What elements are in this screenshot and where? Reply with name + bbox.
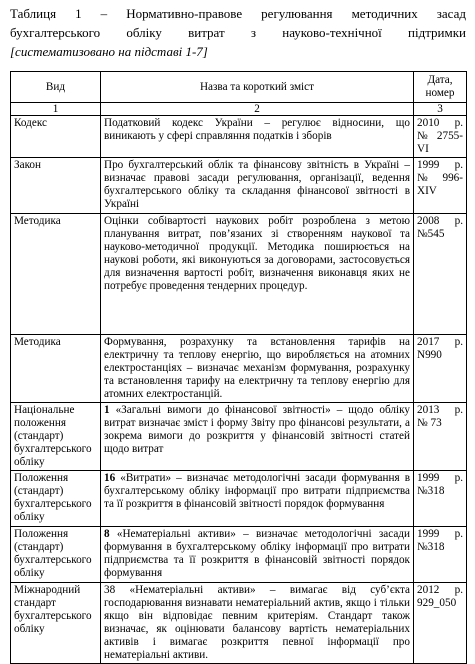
cell-date: 2017 р. N990: [414, 335, 467, 403]
caption-line-2: бухгалтерського обліку витрат з науково-технічної підтримки: [10, 25, 466, 40]
table-row: [11, 158, 467, 214]
cell-content: 16 «Витрати» – визначає методологічні засади формування в бухгалтерському обліку інформації про витрати підприємства та її розкриття в фінансовій звітності порядок формування: [101, 471, 414, 527]
column-number-row: [11, 103, 467, 116]
table-row: [11, 583, 467, 664]
table-row: [11, 214, 467, 335]
cell-date: 2013 р. № 73: [414, 403, 467, 471]
cell-type: Положення (стандарт) бухгалтерського обліку: [11, 527, 101, 583]
header-type: Вид: [11, 72, 101, 103]
cell-type: Положення (стандарт) бухгалтерського обліку: [11, 471, 101, 527]
table-row: [11, 116, 467, 158]
table-caption: [10, 4, 466, 61]
cell-date: 1999 р. №318: [414, 471, 467, 527]
cell-date: 2008 р. №545: [414, 214, 467, 335]
cell-date: 1999 р. №318: [414, 527, 467, 583]
cell-date: 1999 р. № 996-XIV: [414, 158, 467, 214]
cell-type: Методика: [11, 335, 101, 403]
column-number: 1: [11, 103, 101, 116]
cell-content: 1 «Загальні вимоги до фінансової звітності» – щодо обліку витрат визначає зміст і форму Звіту про фінансові результати, а зокрема вимоги до розкриття у фінансовій звітності статей щодо витрат: [101, 403, 414, 471]
cell-type: Міжнародний стандарт бухгалтерського обліку: [11, 583, 101, 664]
caption-source-note: [систематизовано на підставі 1-7]: [10, 44, 208, 59]
table-row: [11, 335, 467, 403]
cell-content: Оцінки собівартості наукових робіт розроблена з метою планування витрат, пов’язаних зі створенням наукової та науково-методичної продукції. Методика поширюється на наукові роботи, які виконуються за договорами, застосовується для визначення вартості робіт, визначення виконавця яких не потребує проведення тендерних процедур.: [101, 214, 414, 335]
cell-content: Про бухгалтерський облік та фінансову звітність в Україні – визначає правові засади регулювання, організації, ведення бухгалтерського обліку та складання фінансової звітності в Україні: [101, 158, 414, 214]
cell-content: 38 «Нематеріальні активи» – вимагає від суб’єкта господарювання визнавати нематеріальний актив, якщо і тільки якщо він відповідає певним критеріям. Стандарт також визначає, як оцінювати балансову вартість нематеріальних активів і вимагає розкриття певної інформації про нематеріальні активи.: [101, 583, 414, 664]
regulation-table: [10, 71, 467, 664]
cell-date: 2012 р. 929_050: [414, 583, 467, 664]
header-date: Дата, номер: [414, 72, 467, 103]
cell-type: Закон: [11, 158, 101, 214]
cell-content: 8 «Нематеріальні активи» – визначає методологічні засади формування в бухгалтерському обліку інформації про витрати підприємства та її розкриття в фінансовій звітності порядок формування: [101, 527, 414, 583]
table-row: [11, 471, 467, 527]
cell-type: Кодекс: [11, 116, 101, 158]
cell-type: Національне положення (стандарт) бухгалтерського обліку: [11, 403, 101, 471]
column-number: 2: [101, 103, 414, 116]
cell-content: Податковий кодекс України – регулює відносини, що виникають у сфері справляння податків і зборів: [101, 116, 414, 158]
table-row: [11, 403, 467, 471]
column-number: 3: [414, 103, 467, 116]
table-header-row: [11, 72, 467, 103]
cell-type: Методика: [11, 214, 101, 335]
table-row: [11, 527, 467, 583]
header-content: Назва та короткий зміст: [101, 72, 414, 103]
cell-date: 2010 р. №2755-VI: [414, 116, 467, 158]
caption-line-1: Таблиця 1 – Нормативно-правове регулювання методичних засад: [10, 6, 466, 21]
cell-content: Формування, розрахунку та встановлення тарифів на електричну та теплову енергію, що виробляється на атомних електростанціях – визначає механізм формування, розрахунку та встановлення тарифу на електричну та теплову енергію для атомних електростанцій.: [101, 335, 414, 403]
